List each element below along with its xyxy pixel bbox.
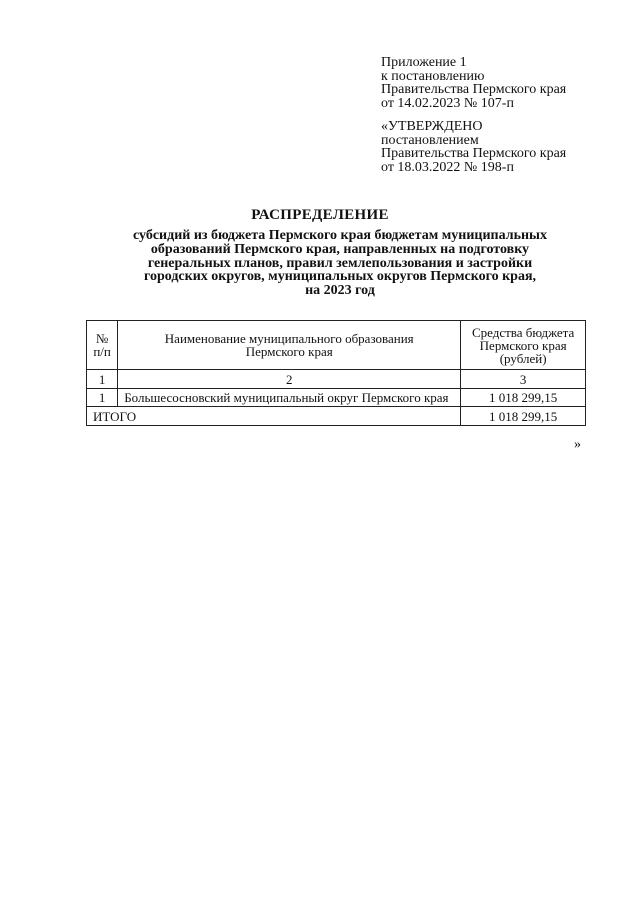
header-name-line: Пермского края — [245, 344, 333, 359]
subtitle-line: образований Пермского края, направленных на подготовку — [150, 241, 530, 257]
table-total-row — [87, 407, 586, 426]
subtitle-line: генеральных планов, правил землепользования и застройки — [147, 255, 533, 271]
header-amount-line: Пермского края — [479, 337, 567, 353]
appendix-block — [381, 56, 611, 110]
row-num: 1 — [87, 389, 118, 407]
document-title: РАСПРЕДЕЛЕНИЕ — [251, 207, 389, 223]
index-cell: 1 — [87, 370, 118, 389]
table-row — [87, 389, 586, 407]
document-subtitle — [60, 229, 620, 298]
total-label: ИТОГО — [87, 407, 461, 426]
approved-line: «УТВЕРЖДЕНО — [381, 119, 483, 134]
header-name-line: Наименование муниципального образования — [164, 331, 414, 346]
appendix-line: Правительства Пермского края — [381, 82, 567, 97]
appendix-line: к постановлению — [381, 68, 485, 84]
header-num-line: № — [95, 331, 109, 346]
approved-line: постановлением — [381, 132, 479, 148]
header-num — [87, 321, 118, 370]
row-amount: 1 018 299,15 — [461, 389, 586, 407]
appendix-line: Приложение 1 — [381, 55, 467, 70]
distribution-table — [86, 320, 586, 426]
row-municipality-name: Большесосновский муниципальный округ Пермского края — [118, 389, 461, 407]
closing-quote: » — [574, 437, 581, 452]
header-amount — [461, 321, 586, 370]
header-amount-line: Средства бюджета — [471, 324, 575, 340]
header-amount-line: (рублей) — [499, 350, 547, 366]
approved-line: от 18.03.2022 № 198-п — [381, 159, 514, 175]
index-cell: 3 — [461, 370, 586, 389]
table-index-row — [87, 370, 586, 389]
table-header-row — [87, 321, 586, 370]
approved-line: Правительства Пермского края — [381, 146, 567, 161]
total-amount: 1 018 299,15 — [461, 407, 586, 426]
approved-block — [381, 120, 611, 174]
appendix-line: от 14.02.2023 № 107-п — [381, 95, 514, 111]
subtitle-line: субсидий из бюджета Пермского края бюджетам муниципальных — [133, 228, 547, 243]
header-num-line: п/п — [93, 344, 111, 359]
index-cell: 2 — [118, 370, 461, 389]
header-name — [118, 321, 461, 370]
subtitle-line: городских округов, муниципальных округов Пермского края, — [143, 269, 537, 285]
subtitle-line: на 2023 год — [305, 283, 375, 299]
